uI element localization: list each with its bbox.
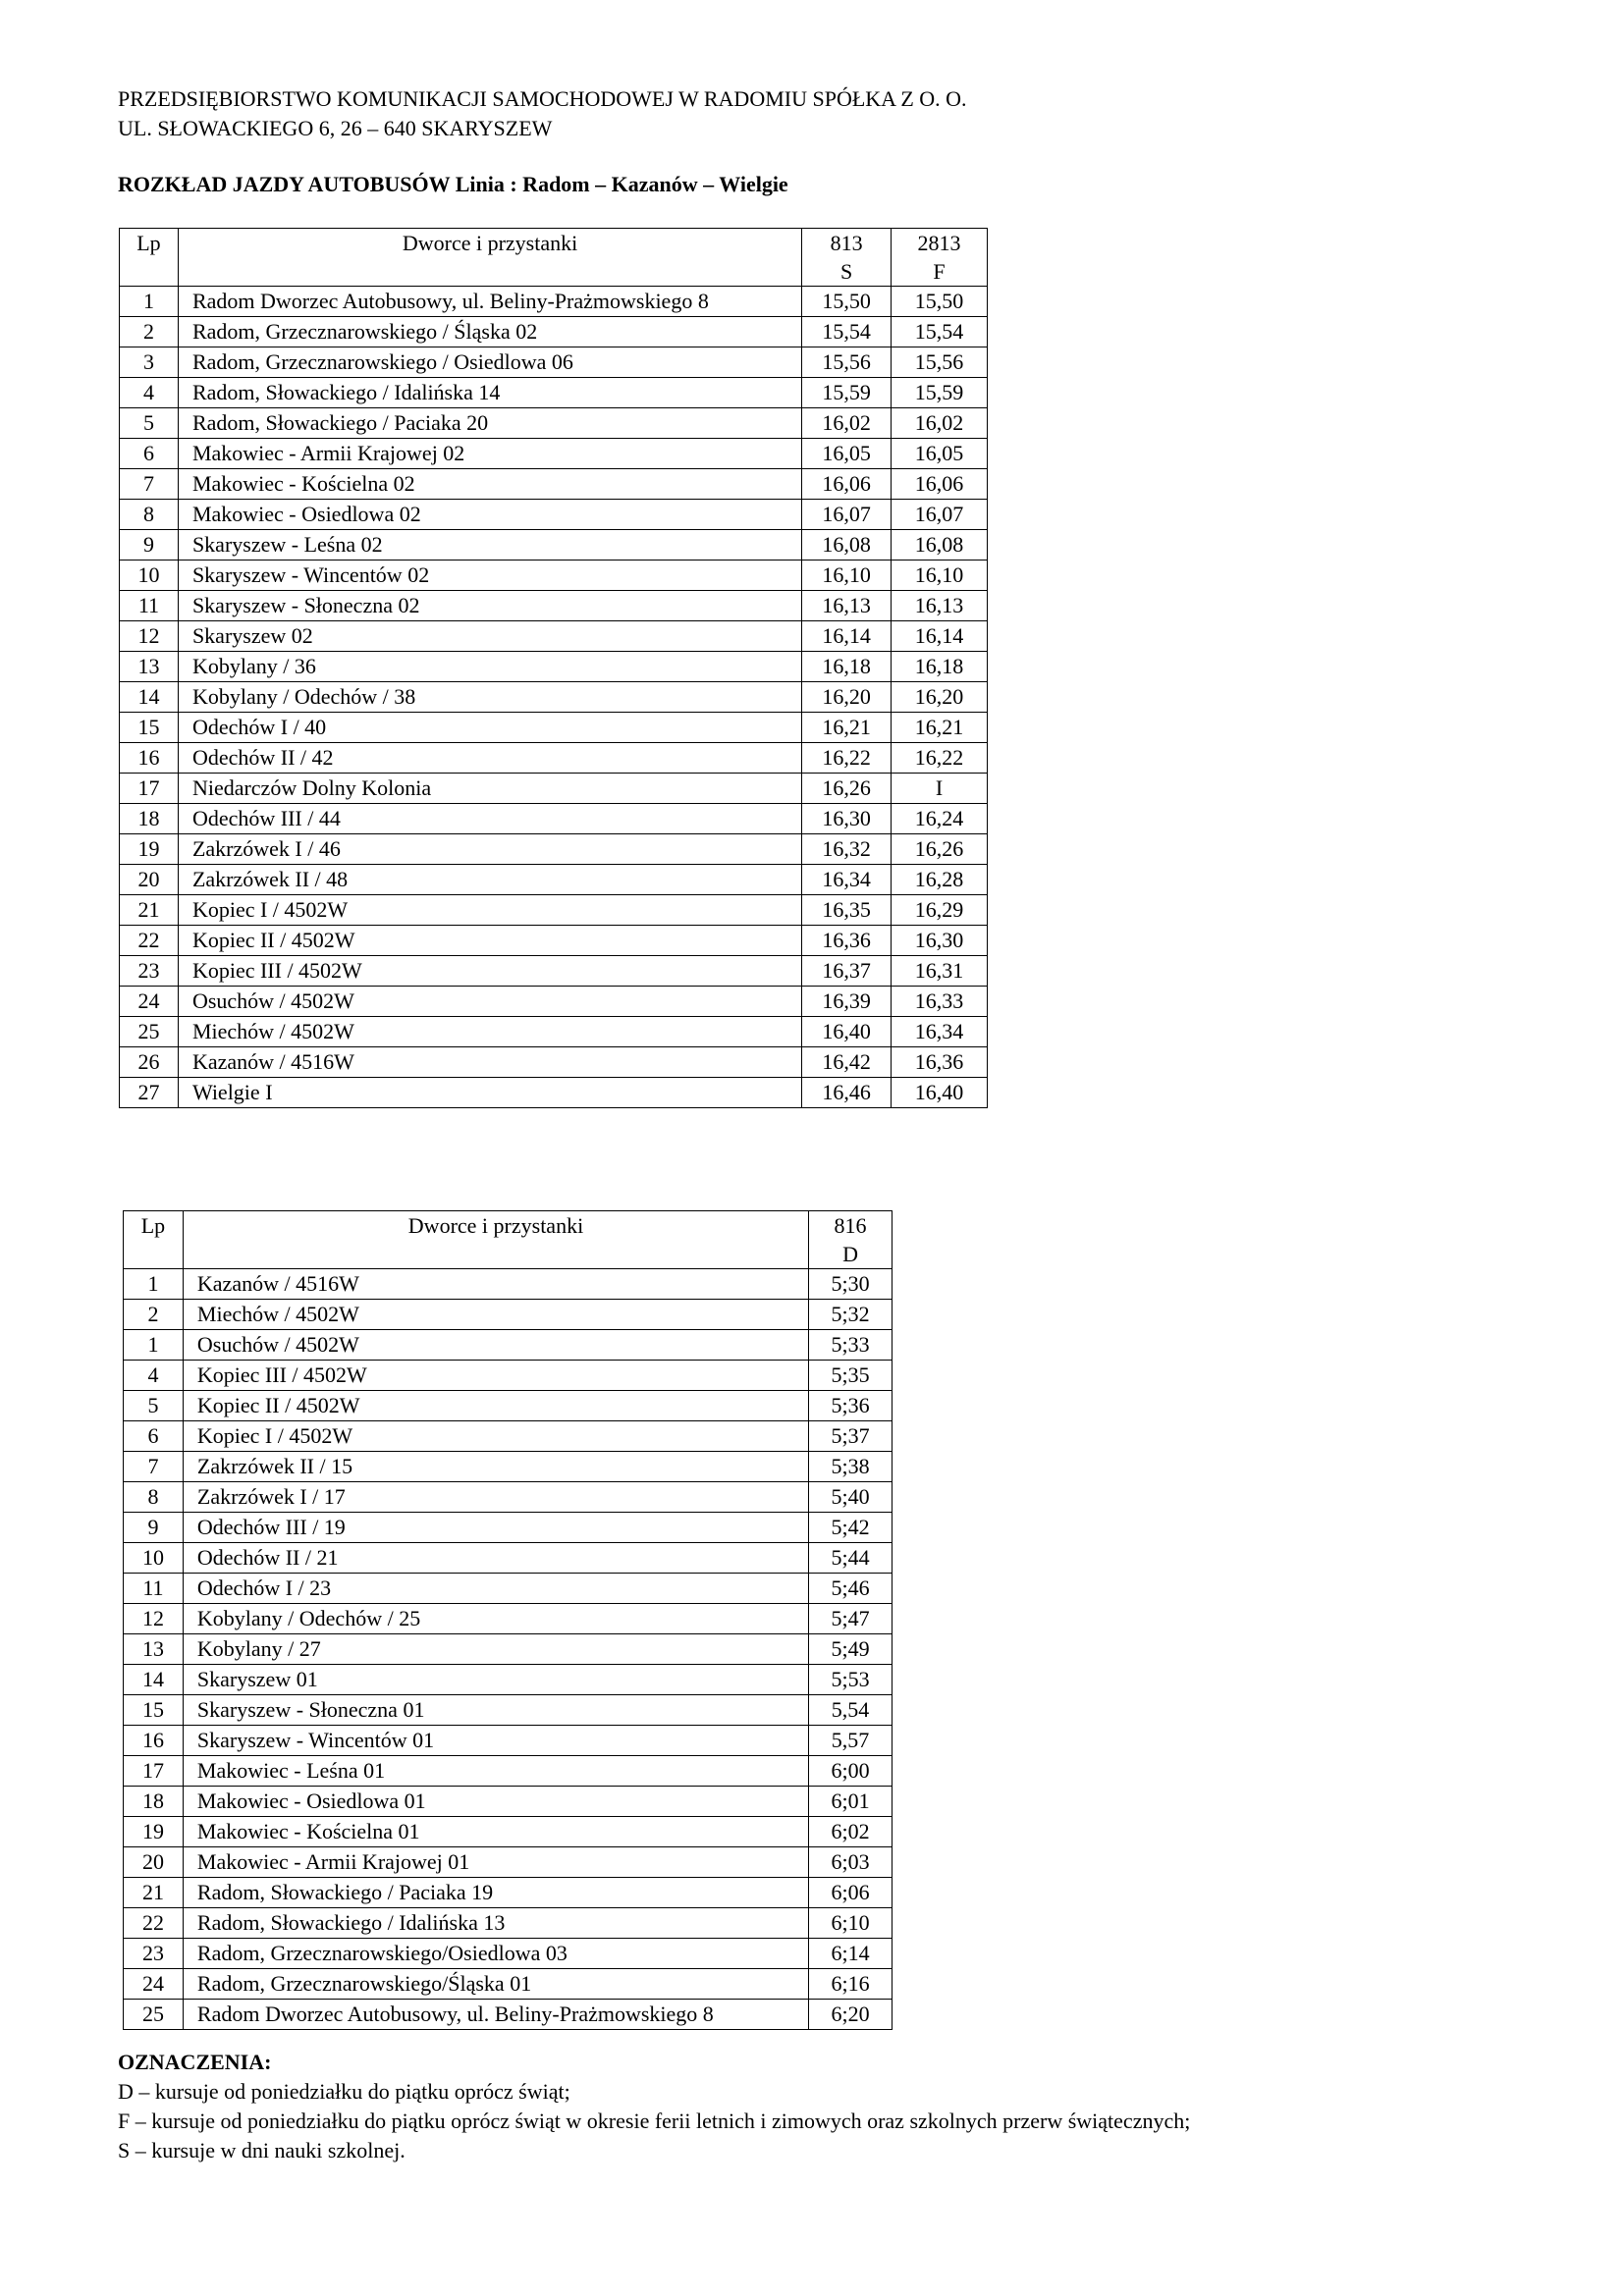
departure-time: 16,26 bbox=[892, 834, 988, 865]
departure-time: 6;14 bbox=[809, 1939, 893, 1969]
departure-time: 5,54 bbox=[809, 1695, 893, 1726]
table-row bbox=[124, 1574, 893, 1604]
table-row bbox=[124, 1330, 893, 1361]
stop-name: Osuchów / 4502W bbox=[183, 1330, 808, 1361]
stop-name: Skaryszew - Słoneczna 02 bbox=[178, 591, 801, 621]
departure-time: 16,30 bbox=[892, 926, 988, 956]
row-number: 21 bbox=[120, 895, 179, 926]
stop-name: Skaryszew - Słoneczna 01 bbox=[183, 1695, 808, 1726]
departure-time: 16,42 bbox=[802, 1047, 892, 1078]
departure-time: 5;40 bbox=[809, 1482, 893, 1513]
column-header-lp: Lp bbox=[124, 1211, 184, 1269]
table-row bbox=[124, 1847, 893, 1878]
departure-time: 16,22 bbox=[892, 743, 988, 774]
departure-time: 16,33 bbox=[892, 987, 988, 1017]
departure-time: 5;30 bbox=[809, 1269, 893, 1300]
stop-name: Odechów II / 21 bbox=[183, 1543, 808, 1574]
column-header-stops: Dworce i przystanki bbox=[183, 1211, 808, 1269]
row-number: 26 bbox=[120, 1047, 179, 1078]
row-number: 3 bbox=[120, 347, 179, 378]
row-number: 22 bbox=[124, 1908, 184, 1939]
departure-time: 5;47 bbox=[809, 1604, 893, 1634]
table-row bbox=[124, 1391, 893, 1421]
legend-item-s: S – kursuje w dni nauki szkolnej. bbox=[118, 2138, 406, 2163]
row-number: 1 bbox=[124, 1269, 184, 1300]
row-number: 9 bbox=[120, 530, 179, 561]
departure-time: 15,50 bbox=[892, 287, 988, 317]
stop-name: Wielgie I bbox=[178, 1078, 801, 1108]
table-row bbox=[124, 1939, 893, 1969]
stop-name: Radom, Słowackiego / Paciaka 20 bbox=[178, 408, 801, 439]
table-row bbox=[120, 530, 988, 561]
table-row bbox=[124, 1908, 893, 1939]
table-row bbox=[124, 1269, 893, 1300]
stop-name: Kopiec I / 4502W bbox=[183, 1421, 808, 1452]
table-row bbox=[124, 1817, 893, 1847]
row-number: 2 bbox=[120, 317, 179, 347]
table-header-row bbox=[120, 229, 988, 287]
stop-name: Kobylany / Odechów / 38 bbox=[178, 682, 801, 713]
row-number: 12 bbox=[124, 1604, 184, 1634]
legend bbox=[118, 2048, 1190, 2165]
stop-name: Skaryszew - Wincentów 02 bbox=[178, 561, 801, 591]
stop-name: Kobylany / 27 bbox=[183, 1634, 808, 1665]
course-mark: D bbox=[842, 1242, 858, 1266]
stop-name: Odechów I / 40 bbox=[178, 713, 801, 743]
departure-time: 16,40 bbox=[892, 1078, 988, 1108]
stop-name: Radom Dworzec Autobusowy, ul. Beliny-Prażmowskiego 8 bbox=[183, 2000, 808, 2030]
departure-time: 16,21 bbox=[802, 713, 892, 743]
row-number: 10 bbox=[120, 561, 179, 591]
stop-name: Makowiec - Armii Krajowej 01 bbox=[183, 1847, 808, 1878]
table-row bbox=[124, 1726, 893, 1756]
departure-time: 6;00 bbox=[809, 1756, 893, 1787]
departure-time: 16,14 bbox=[802, 621, 892, 652]
row-number: 27 bbox=[120, 1078, 179, 1108]
departure-time: 5;38 bbox=[809, 1452, 893, 1482]
company-name: PRZEDSIĘBIORSTWO KOMUNIKACJI SAMOCHODOWEJ W RADOMIU SPÓŁKA Z O. O. bbox=[118, 86, 967, 111]
stop-name: Osuchów / 4502W bbox=[178, 987, 801, 1017]
table-row bbox=[124, 1756, 893, 1787]
column-header-course bbox=[809, 1211, 893, 1269]
stop-name: Kobylany / 36 bbox=[178, 652, 801, 682]
stop-name: Skaryszew 02 bbox=[178, 621, 801, 652]
table-row bbox=[120, 956, 988, 987]
departure-time: 16,28 bbox=[892, 865, 988, 895]
row-number: 17 bbox=[120, 774, 179, 804]
row-number: 13 bbox=[120, 652, 179, 682]
table-row bbox=[124, 1604, 893, 1634]
table-row bbox=[120, 652, 988, 682]
column-header-course bbox=[892, 229, 988, 287]
table-row bbox=[120, 926, 988, 956]
stop-name: Zakrzówek II / 48 bbox=[178, 865, 801, 895]
course-number: 2813 bbox=[917, 231, 961, 255]
departure-time: 5;46 bbox=[809, 1574, 893, 1604]
table-row bbox=[120, 987, 988, 1017]
row-number: 7 bbox=[124, 1452, 184, 1482]
stop-name: Kopiec I / 4502W bbox=[178, 895, 801, 926]
row-number: 18 bbox=[120, 804, 179, 834]
table-row bbox=[120, 500, 988, 530]
departure-time: 15,54 bbox=[892, 317, 988, 347]
table-row bbox=[120, 621, 988, 652]
table-row bbox=[124, 1452, 893, 1482]
row-number: 9 bbox=[124, 1513, 184, 1543]
departure-time: 6;10 bbox=[809, 1908, 893, 1939]
table-row bbox=[120, 804, 988, 834]
departure-time: 5;44 bbox=[809, 1543, 893, 1574]
stop-name: Miechów / 4502W bbox=[183, 1300, 808, 1330]
stop-name: Makowiec - Armii Krajowej 02 bbox=[178, 439, 801, 469]
departure-time: 16,36 bbox=[892, 1047, 988, 1078]
departure-time: 16,07 bbox=[892, 500, 988, 530]
row-number: 15 bbox=[120, 713, 179, 743]
stop-name: Kopiec II / 4502W bbox=[183, 1391, 808, 1421]
departure-time: 16,22 bbox=[802, 743, 892, 774]
departure-time: 16,02 bbox=[802, 408, 892, 439]
row-number: 5 bbox=[124, 1391, 184, 1421]
departure-time: 16,30 bbox=[802, 804, 892, 834]
table-row bbox=[120, 743, 988, 774]
row-number: 5 bbox=[120, 408, 179, 439]
departure-time: 5;42 bbox=[809, 1513, 893, 1543]
table-row bbox=[120, 895, 988, 926]
column-header-course bbox=[802, 229, 892, 287]
legend-title: OZNACZENIA: bbox=[118, 2050, 272, 2074]
row-number: 14 bbox=[124, 1665, 184, 1695]
departure-time: 15,50 bbox=[802, 287, 892, 317]
departure-time: 5;37 bbox=[809, 1421, 893, 1452]
table-row bbox=[120, 591, 988, 621]
row-number: 20 bbox=[124, 1847, 184, 1878]
stop-name: Zakrzówek I / 46 bbox=[178, 834, 801, 865]
stop-name: Radom, Grzecznarowskiego/Śląska 01 bbox=[183, 1969, 808, 2000]
table-row bbox=[124, 1969, 893, 2000]
departure-time: 16,29 bbox=[892, 895, 988, 926]
row-number: 12 bbox=[120, 621, 179, 652]
table-row bbox=[120, 1047, 988, 1078]
departure-time: 16,39 bbox=[802, 987, 892, 1017]
row-number: 14 bbox=[120, 682, 179, 713]
stop-name: Radom, Grzecznarowskiego/Osiedlowa 03 bbox=[183, 1939, 808, 1969]
row-number: 20 bbox=[120, 865, 179, 895]
row-number: 1 bbox=[124, 1330, 184, 1361]
stop-name: Odechów III / 44 bbox=[178, 804, 801, 834]
stop-name: Makowiec - Leśna 01 bbox=[183, 1756, 808, 1787]
departure-time: 16,20 bbox=[802, 682, 892, 713]
stop-name: Skaryszew 01 bbox=[183, 1665, 808, 1695]
course-number: 816 bbox=[834, 1213, 867, 1238]
departure-time: 5;53 bbox=[809, 1665, 893, 1695]
departure-time: 16,31 bbox=[892, 956, 988, 987]
stop-name: Odechów III / 19 bbox=[183, 1513, 808, 1543]
stop-name: Makowiec - Kościelna 02 bbox=[178, 469, 801, 500]
stop-name: Radom, Grzecznarowskiego / Śląska 02 bbox=[178, 317, 801, 347]
stop-name: Kopiec III / 4502W bbox=[183, 1361, 808, 1391]
stop-name: Makowiec - Osiedlowa 02 bbox=[178, 500, 801, 530]
departure-time: 16,26 bbox=[802, 774, 892, 804]
row-number: 8 bbox=[124, 1482, 184, 1513]
table-row bbox=[120, 408, 988, 439]
departure-time: 16,10 bbox=[892, 561, 988, 591]
stop-name: Kazanów / 4516W bbox=[178, 1047, 801, 1078]
timetable-outbound bbox=[119, 228, 988, 1108]
departure-time: 16,21 bbox=[892, 713, 988, 743]
row-number: 13 bbox=[124, 1634, 184, 1665]
departure-time: 16,40 bbox=[802, 1017, 892, 1047]
course-number: 813 bbox=[830, 231, 863, 255]
row-number: 25 bbox=[124, 2000, 184, 2030]
departure-time: 15,59 bbox=[892, 378, 988, 408]
table-row bbox=[124, 1878, 893, 1908]
company-address: UL. SŁOWACKIEGO 6, 26 – 640 SKARYSZEW bbox=[118, 116, 553, 140]
table-row bbox=[120, 287, 988, 317]
row-number: 16 bbox=[120, 743, 179, 774]
table-row bbox=[124, 1695, 893, 1726]
table-row bbox=[124, 1421, 893, 1452]
departure-time: 16,34 bbox=[802, 865, 892, 895]
row-number: 10 bbox=[124, 1543, 184, 1574]
table-row bbox=[124, 1482, 893, 1513]
stop-name: Makowiec - Osiedlowa 01 bbox=[183, 1787, 808, 1817]
departure-time: 16,18 bbox=[892, 652, 988, 682]
stop-name: Radom, Słowackiego / Idalińska 14 bbox=[178, 378, 801, 408]
departure-time: 16,24 bbox=[892, 804, 988, 834]
departure-time: 5;36 bbox=[809, 1391, 893, 1421]
table-row bbox=[120, 469, 988, 500]
column-header-lp: Lp bbox=[120, 229, 179, 287]
table-header-row bbox=[124, 1211, 893, 1269]
departure-time: 16,06 bbox=[892, 469, 988, 500]
timetable-return bbox=[123, 1210, 893, 2030]
table-row bbox=[124, 1634, 893, 1665]
departure-time: 16,34 bbox=[892, 1017, 988, 1047]
stop-name: Radom, Grzecznarowskiego / Osiedlowa 06 bbox=[178, 347, 801, 378]
table-row bbox=[120, 1017, 988, 1047]
stop-name: Kopiec II / 4502W bbox=[178, 926, 801, 956]
departure-time: 5;35 bbox=[809, 1361, 893, 1391]
departure-time: 15,56 bbox=[802, 347, 892, 378]
row-number: 4 bbox=[120, 378, 179, 408]
row-number: 4 bbox=[124, 1361, 184, 1391]
stop-name: Miechów / 4502W bbox=[178, 1017, 801, 1047]
departure-time: 5;49 bbox=[809, 1634, 893, 1665]
departure-time: 16,08 bbox=[802, 530, 892, 561]
departure-time: 16,13 bbox=[802, 591, 892, 621]
table-row bbox=[120, 561, 988, 591]
row-number: 16 bbox=[124, 1726, 184, 1756]
departure-time: 16,02 bbox=[892, 408, 988, 439]
table-row bbox=[120, 713, 988, 743]
stop-name: Zakrzówek II / 15 bbox=[183, 1452, 808, 1482]
stop-name: Makowiec - Kościelna 01 bbox=[183, 1817, 808, 1847]
row-number: 11 bbox=[120, 591, 179, 621]
table-row bbox=[124, 1787, 893, 1817]
departure-time: 16,46 bbox=[802, 1078, 892, 1108]
table-row bbox=[120, 834, 988, 865]
row-number: 6 bbox=[124, 1421, 184, 1452]
row-number: 2 bbox=[124, 1300, 184, 1330]
departure-time: 16,14 bbox=[892, 621, 988, 652]
departure-time: 6;01 bbox=[809, 1787, 893, 1817]
row-number: 22 bbox=[120, 926, 179, 956]
departure-time: 16,20 bbox=[892, 682, 988, 713]
legend-item-d: D – kursuje od poniedziałku do piątku oprócz świąt; bbox=[118, 2079, 570, 2104]
table-row bbox=[124, 1513, 893, 1543]
timetable-body bbox=[120, 287, 988, 1108]
timetable-body bbox=[124, 1269, 893, 2030]
table-row bbox=[120, 317, 988, 347]
stop-name: Niedarczów Dolny Kolonia bbox=[178, 774, 801, 804]
row-number: 8 bbox=[120, 500, 179, 530]
row-number: 15 bbox=[124, 1695, 184, 1726]
table-row bbox=[124, 1543, 893, 1574]
table-row bbox=[120, 378, 988, 408]
table-row bbox=[120, 1078, 988, 1108]
stop-name: Skaryszew - Wincentów 01 bbox=[183, 1726, 808, 1756]
timetable-title: ROZKŁAD JAZDY AUTOBUSÓW Linia : Radom – Kazanów – Wielgie bbox=[118, 172, 788, 196]
row-number: 21 bbox=[124, 1878, 184, 1908]
stop-name: Odechów II / 42 bbox=[178, 743, 801, 774]
row-number: 23 bbox=[124, 1939, 184, 1969]
row-number: 19 bbox=[124, 1817, 184, 1847]
departure-time: 5;33 bbox=[809, 1330, 893, 1361]
departure-time: 5,57 bbox=[809, 1726, 893, 1756]
departure-time: 15,59 bbox=[802, 378, 892, 408]
stop-name: Kazanów / 4516W bbox=[183, 1269, 808, 1300]
table-row bbox=[120, 682, 988, 713]
departure-time: 15,56 bbox=[892, 347, 988, 378]
row-number: 25 bbox=[120, 1017, 179, 1047]
table-row bbox=[124, 1665, 893, 1695]
row-number: 6 bbox=[120, 439, 179, 469]
stop-name: Zakrzówek I / 17 bbox=[183, 1482, 808, 1513]
row-number: 23 bbox=[120, 956, 179, 987]
stop-name: Radom Dworzec Autobusowy, ul. Beliny-Prażmowskiego 8 bbox=[178, 287, 801, 317]
stop-name: Radom, Słowackiego / Paciaka 19 bbox=[183, 1878, 808, 1908]
departure-time: 16,37 bbox=[802, 956, 892, 987]
row-number: 24 bbox=[120, 987, 179, 1017]
departure-time: 16,35 bbox=[802, 895, 892, 926]
legend-item-f: F – kursuje od poniedziałku do piątku oprócz świąt w okresie ferii letnich i zimowych oraz szkolnych przerw świątecznych; bbox=[118, 2109, 1191, 2133]
course-mark: F bbox=[933, 259, 946, 284]
table-row bbox=[120, 347, 988, 378]
departure-time: 16,10 bbox=[802, 561, 892, 591]
departure-time: 16,32 bbox=[802, 834, 892, 865]
table-row bbox=[124, 1361, 893, 1391]
table-row bbox=[120, 439, 988, 469]
table-row bbox=[124, 2000, 893, 2030]
row-number: 19 bbox=[120, 834, 179, 865]
departure-time: 16,08 bbox=[892, 530, 988, 561]
departure-time: 16,36 bbox=[802, 926, 892, 956]
course-mark: S bbox=[839, 259, 853, 284]
departure-time: 16,07 bbox=[802, 500, 892, 530]
departure-time: 16,05 bbox=[892, 439, 988, 469]
table-row bbox=[124, 1300, 893, 1330]
departure-time: 6;02 bbox=[809, 1817, 893, 1847]
column-header-stops: Dworce i przystanki bbox=[178, 229, 801, 287]
row-number: 18 bbox=[124, 1787, 184, 1817]
row-number: 11 bbox=[124, 1574, 184, 1604]
departure-time: I bbox=[892, 774, 988, 804]
departure-time: 6;03 bbox=[809, 1847, 893, 1878]
table-row bbox=[120, 865, 988, 895]
stop-name: Odechów I / 23 bbox=[183, 1574, 808, 1604]
table-row bbox=[120, 774, 988, 804]
departure-time: 16,13 bbox=[892, 591, 988, 621]
departure-time: 5;32 bbox=[809, 1300, 893, 1330]
departure-time: 6;06 bbox=[809, 1878, 893, 1908]
row-number: 7 bbox=[120, 469, 179, 500]
departure-time: 16,05 bbox=[802, 439, 892, 469]
stop-name: Kopiec III / 4502W bbox=[178, 956, 801, 987]
departure-time: 16,06 bbox=[802, 469, 892, 500]
stop-name: Kobylany / Odechów / 25 bbox=[183, 1604, 808, 1634]
departure-time: 6;16 bbox=[809, 1969, 893, 2000]
row-number: 17 bbox=[124, 1756, 184, 1787]
departure-time: 16,18 bbox=[802, 652, 892, 682]
row-number: 1 bbox=[120, 287, 179, 317]
departure-time: 6;20 bbox=[809, 2000, 893, 2030]
stop-name: Skaryszew - Leśna 02 bbox=[178, 530, 801, 561]
stop-name: Radom, Słowackiego / Idalińska 13 bbox=[183, 1908, 808, 1939]
row-number: 24 bbox=[124, 1969, 184, 2000]
departure-time: 15,54 bbox=[802, 317, 892, 347]
